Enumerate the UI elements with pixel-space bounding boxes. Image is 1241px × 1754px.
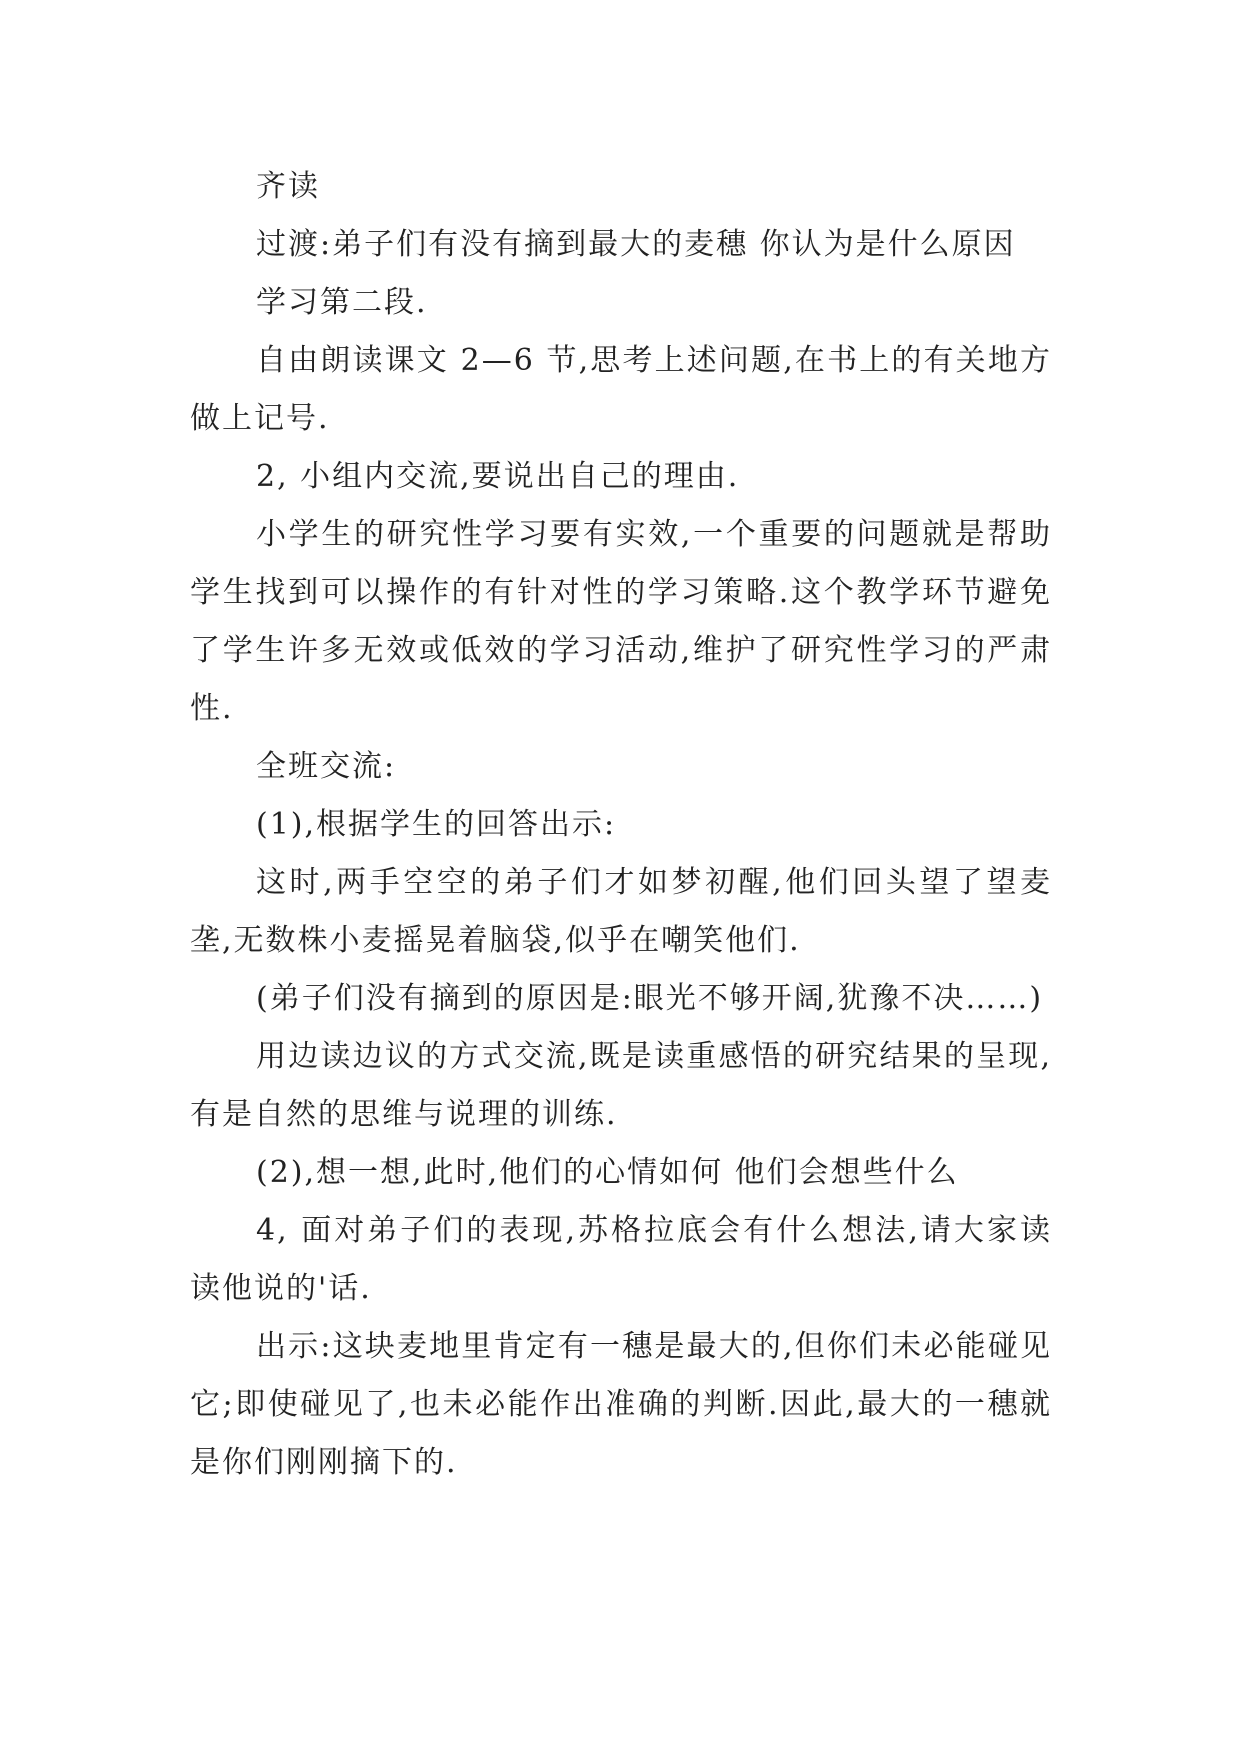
paragraph: 齐读: [256, 169, 320, 204]
paragraph: 小学生的研究性学习要有实效,一个重要的问题就是帮助学生找到可以操作的有针对性的学习策略.这个教学环节避免了学生许多无效或低效的学习活动,维护了研究性学习的严肃性.: [190, 517, 1052, 726]
paragraph: 出示:这块麦地里肯定有一穗是最大的,但你们未必能碰见它;即使碰见了,也未必能作出准确的判断.因此,最大的一穗就是你们刚刚摘下的.: [190, 1329, 1052, 1480]
paragraph: 4, 面对弟子们的表现,苏格拉底会有什么想法,请大家读读他说的'话.: [190, 1213, 1052, 1306]
paragraph: 这时,两手空空的弟子们才如梦初醒,他们回头望了望麦垄,无数株小麦摇晃着脑袋,似乎在嘲笑他们.: [190, 865, 1052, 958]
paragraph: 自由朗读课文 2—6 节,思考上述问题,在书上的有关地方做上记号.: [190, 343, 1052, 436]
paragraph: (弟子们没有摘到的原因是:眼光不够开阔,犹豫不决……): [256, 981, 1044, 1016]
paragraph: 用边读边议的方式交流,既是读重感悟的研究结果的呈现,有是自然的思维与说理的训练.: [190, 1039, 1052, 1132]
paragraph: 2, 小组内交流,要说出自己的理由.: [256, 459, 740, 494]
paragraph: (1),根据学生的回答出示:: [256, 807, 617, 842]
paragraph: 全班交流:: [256, 749, 397, 784]
paragraph: 学习第二段.: [256, 285, 428, 320]
paragraph: (2),想一想,此时,他们的心情如何 他们会想些什么: [256, 1155, 959, 1190]
paragraph: 过渡:弟子们有没有摘到最大的麦穗 你认为是什么原因: [256, 227, 1016, 262]
document-body: [190, 158, 1052, 1492]
